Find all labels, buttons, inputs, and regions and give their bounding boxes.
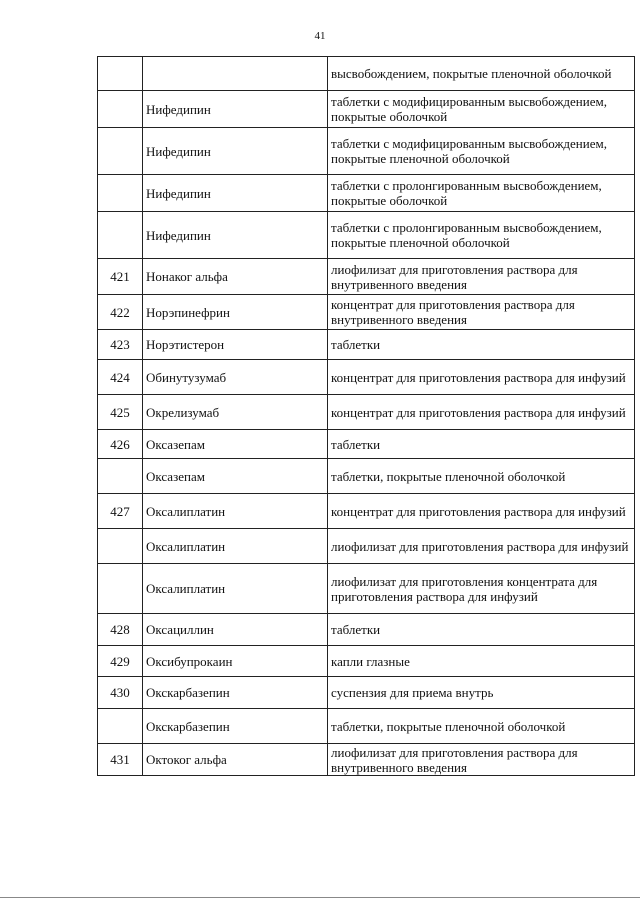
row-number: 427 [98,494,143,529]
dosage-form: концентрат для приготовления раствора для инфузий [328,494,635,529]
dosage-form: таблетки с пролонгированным высвобождением, покрытые оболочкой [328,175,635,212]
row-number: 425 [98,395,143,430]
row-number [98,175,143,212]
row-number [98,459,143,494]
table-row [98,91,635,128]
table-row [98,175,635,212]
dosage-form: таблетки с модифицированным высвобождением, покрытые пленочной оболочкой [328,128,635,175]
drug-name: Оксазепам [143,459,328,494]
row-number [98,709,143,744]
dosage-form: концентрат для приготовления раствора для внутривенного введения [328,295,635,330]
row-number [98,57,143,91]
row-number: 423 [98,330,143,360]
dosage-form: таблетки [328,330,635,360]
drug-name: Октоког альфа [143,744,328,776]
row-number: 422 [98,295,143,330]
dosage-form: суспензия для приема внутрь [328,677,635,709]
table-row [98,677,635,709]
table-row [98,614,635,646]
drug-name: Нифедипин [143,212,328,259]
drug-name: Оксибупрокаин [143,646,328,677]
dosage-form: лиофилизат для приготовления раствора для внутривенного введения [328,744,635,776]
drug-name: Нифедипин [143,91,328,128]
page-bottom-rule [0,897,640,898]
drug-name: Нифедипин [143,128,328,175]
drug-name: Окскарбазепин [143,677,328,709]
dosage-form: лиофилизат для приготовления раствора для инфузий [328,529,635,564]
table-row [98,360,635,395]
row-number: 426 [98,430,143,459]
dosage-form: таблетки с модифицированным высвобождением, покрытые оболочкой [328,91,635,128]
drug-name: Норэтистерон [143,330,328,360]
table-row [98,744,635,776]
row-number: 431 [98,744,143,776]
dosage-form: высвобождением, покрытые пленочной оболочкой [328,57,635,91]
drug-name: Обинутузумаб [143,360,328,395]
row-number: 430 [98,677,143,709]
dosage-form: концентрат для приготовления раствора для инфузий [328,395,635,430]
table-row [98,259,635,295]
dosage-form: лиофилизат для приготовления концентрата для приготовления раствора для инфузий [328,564,635,614]
drug-name: Оксалиплатин [143,529,328,564]
dosage-form: таблетки [328,614,635,646]
dosage-form: таблетки с пролонгированным высвобождением, покрытые пленочной оболочкой [328,212,635,259]
dosage-form: лиофилизат для приготовления раствора для внутривенного введения [328,259,635,295]
table-row [98,212,635,259]
dosage-form: капли глазные [328,646,635,677]
table-row [98,529,635,564]
table-row [98,57,635,91]
drug-name: Оксалиплатин [143,564,328,614]
row-number: 428 [98,614,143,646]
dosage-form: концентрат для приготовления раствора для инфузий [328,360,635,395]
row-number [98,212,143,259]
row-number [98,529,143,564]
dosage-form: таблетки [328,430,635,459]
row-number: 424 [98,360,143,395]
drug-name: Окрелизумаб [143,395,328,430]
drug-name: Оксациллин [143,614,328,646]
drug-name: Нонаког альфа [143,259,328,295]
row-number: 429 [98,646,143,677]
drug-name [143,57,328,91]
drug-name: Оксалиплатин [143,494,328,529]
row-number: 421 [98,259,143,295]
row-number [98,564,143,614]
dosage-form: таблетки, покрытые пленочной оболочкой [328,459,635,494]
table-row [98,709,635,744]
table-row [98,459,635,494]
row-number [98,128,143,175]
table-row [98,330,635,360]
drug-name: Нифедипин [143,175,328,212]
drug-table [97,56,635,776]
row-number [98,91,143,128]
drug-name: Норэпинефрин [143,295,328,330]
table-row [98,395,635,430]
table-row [98,295,635,330]
drug-name: Оксазепам [143,430,328,459]
table-row [98,494,635,529]
table-row [98,430,635,459]
drug-name: Окскарбазепин [143,709,328,744]
page-number: 41 [314,30,326,42]
table-body [98,57,635,776]
table-row [98,128,635,175]
table-row [98,564,635,614]
table-row [98,646,635,677]
dosage-form: таблетки, покрытые пленочной оболочкой [328,709,635,744]
